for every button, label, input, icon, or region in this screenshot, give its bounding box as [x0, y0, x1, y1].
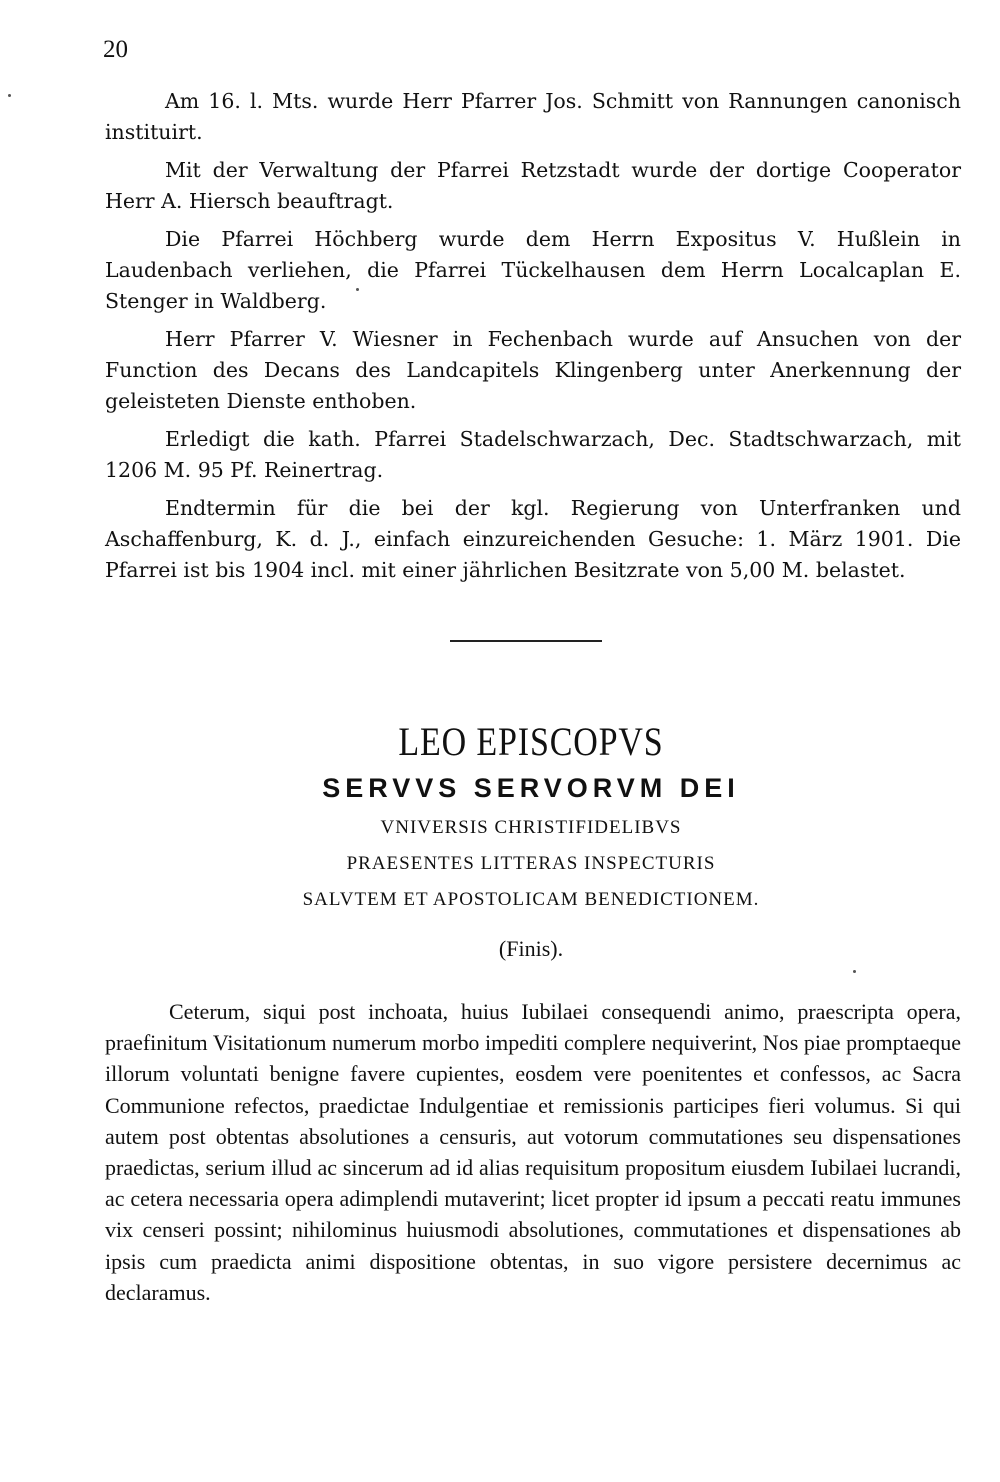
notice-paragraph: Die Pfarrei Höchberg wurde dem Herrn Expositus V. Hußlein in Laudenbach verliehen, die Pfarrei Tückelhausen dem Herrn Localcaplan E. Stenger in Waldberg. — [105, 227, 961, 313]
print-speck — [8, 94, 11, 97]
german-notices — [105, 86, 961, 593]
bull-greeting-line: SALVTEM ET APOSTOLICAM BENEDICTIONEM. — [302, 889, 760, 910]
latin-text — [105, 996, 961, 1308]
bull-title: LEO EPISCOPVS — [398, 719, 664, 764]
notice-paragraph: Am 16. l. Mts. wurde Herr Pfarrer Jos. Schmitt von Rannungen canonisch instituirt. — [105, 89, 961, 144]
papal-bull-heading — [100, 718, 962, 962]
print-speck — [853, 970, 856, 973]
latin-paragraph: Ceterum, siqui post inchoata, huius Iubilaei consequendi animo, praescripta opera, praefinitum Visitationum numerum morbo impediti complere nequiverint, Nos piae promptaeque illorum voluntati benigne favere cupientes, eosdem vere poenitentes et confessos, ac Sacra Communione refectos, praedictae Indulgentiae et remissionis participes fieri volumus. Si qui autem post obtentas absolutiones a censuris, aut votorum commutationes seu dispensationes praedictas, serium illud ac sincerum ad id alias requisitum propositum eiusdem Iubilaei lucrandi, ac cetera necessaria opera adimplendi mutaverint; licet propter id ipsum a peccati reatu immunes vix censeri possint; nihilominus huiusmodi absolutiones, commutationes et dispensationes ab ipsis cum praedicta animi dispositione obtentas, in suo vigore persistere decernimus ac declaramus. — [105, 999, 961, 1305]
notice-paragraph: Mit der Verwaltung der Pfarrei Retzstadt wurde der dortige Cooperator Herr A. Hiersch beauftragt. — [105, 158, 961, 213]
print-speck — [356, 288, 359, 291]
bull-address-line: VNIVERSIS CHRISTIFIDELIBVS — [380, 817, 682, 838]
bull-address-line: PRAESENTES LITTERAS INSPECTURIS — [346, 853, 716, 874]
finis-label: (Finis). — [498, 936, 564, 961]
bull-subtitle: SERVVS SERVORVM DEI — [322, 773, 740, 803]
section-divider — [450, 640, 602, 642]
notice-paragraph: Herr Pfarrer V. Wiesner in Fechenbach wurde auf Ansuchen von der Function des Decans des Landcapitels Klingenberg unter Anerkennung der geleisteten Dienste enthoben. — [105, 327, 961, 413]
notice-paragraph: Endtermin für die bei der kgl. Regierung von Unterfranken und Aschaffenburg, K. d. J., einfach einzureichenden Gesuche: 1. März 1901. Die Pfarrei ist bis 1904 incl. mit einer jährlichen Besitzrate von 5,00 M. belastet. — [105, 496, 961, 582]
page-number: 20 — [103, 36, 128, 63]
notice-paragraph: Erledigt die kath. Pfarrei Stadelschwarzach, Dec. Stadtschwarzach, mit 1206 M. 95 Pf. Reinertrag. — [105, 427, 961, 482]
